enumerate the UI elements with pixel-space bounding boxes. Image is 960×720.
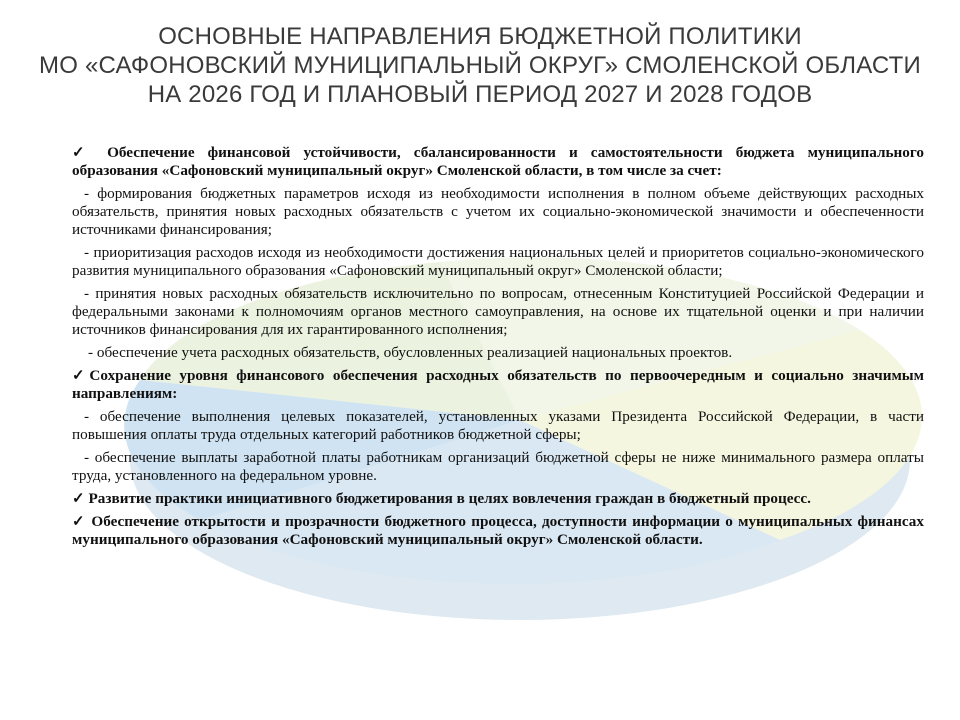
direction-3-heading: ✓ Развитие практики инициативного бюджетирования в целях вовлечения граждан в бюджетный процесс. <box>72 490 811 507</box>
direction-1-point-2: - приоритизация расходов исходя из необходимости достижения национальных целей и приоритетов социально-экономического развития муниципального образования «Сафоновский муниципальный округ» Смоленской области; <box>72 244 924 279</box>
direction-2-point-2: - обеспечение выплаты заработной платы работникам организаций бюджетной сферы не ниже минимального размера оплаты труда, установленного на федеральном уровне. <box>72 449 924 484</box>
title-line-3: НА 2026 ГОД И ПЛАНОВЫЙ ПЕРИОД 2027 И 2028 ГОДОВ <box>147 81 813 108</box>
title-line-1: ОСНОВНЫЕ НАПРАВЛЕНИЯ БЮДЖЕТНОЙ ПОЛИТИКИ <box>158 23 802 50</box>
policy-directions-text <box>72 144 924 554</box>
title-line-2: МО «САФОНОВСКИЙ МУНИЦИПАЛЬНЫЙ ОКРУГ» СМОЛЕНСКОЙ ОБЛАСТИ <box>39 52 921 79</box>
direction-1-heading: ✓ Обеспечение финансовой устойчивости, сбалансированности и самостоятельности бюджета муниципального образования «Сафоновский муниципальный округ» Смоленской области, в том числе за счет: <box>72 144 924 179</box>
direction-2-heading: ✓Сохранение уровня финансового обеспечения расходных обязательств по первоочередным и социально значимым направлениям: <box>72 367 924 402</box>
direction-1-point-3: - принятия новых расходных обязательств исключительно по вопросам, отнесенным Конституцией Российской Федерации и федеральными законами к полномочиям органов местного самоуправления, на основе их тщательной оценки и при наличии источников финансирования для их гарантированного исполнения; <box>72 285 924 338</box>
direction-4-heading: ✓ Обеспечение открытости и прозрачности бюджетного процесса, доступности информации о муниципальных финансах муниципального образования «Сафоновский муниципальный округ» Смоленской области. <box>72 513 924 548</box>
direction-1-point-1: - формирования бюджетных параметров исходя из необходимости исполнения в полном объеме действующих расходных обязательств, принятия новых расходных обязательств с учетом их социально-экономической значимости и обеспеченности источниками финансирования; <box>72 185 924 238</box>
slide-title <box>0 22 960 109</box>
direction-1-point-4: - обеспечение учета расходных обязательств, обусловленных реализацией национальных проектов. <box>88 344 733 361</box>
direction-2-point-1: - обеспечение выполнения целевых показателей, установленных указами Президента Российской Федерации, в части повышения оплаты труда отдельных категорий работников бюджетной сферы; <box>72 408 924 443</box>
